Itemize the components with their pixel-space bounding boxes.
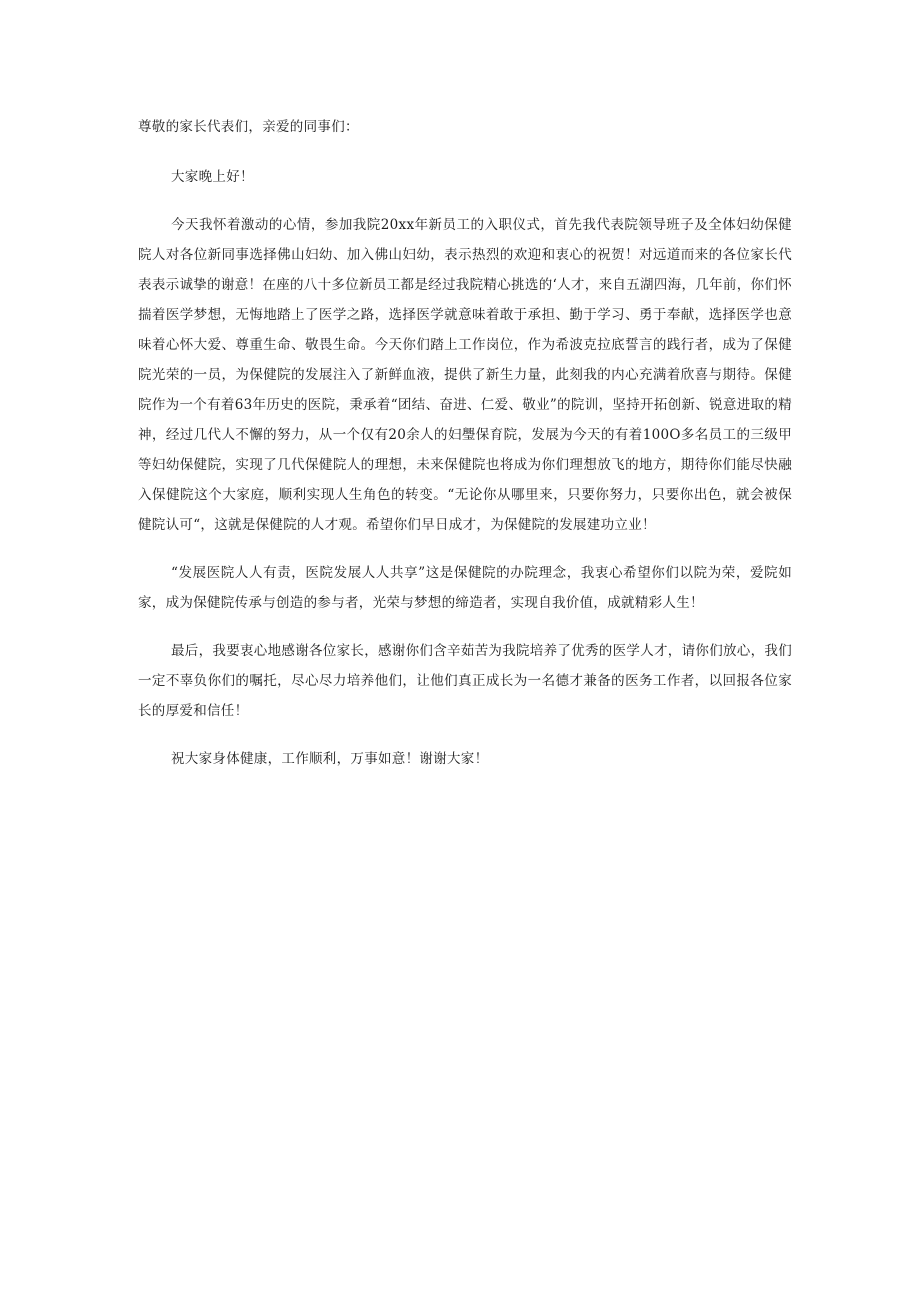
paragraph-welcome: 今天我怀着激动的心情，参加我院20xx年新员工的入职仪式，首先我代表院领导班子及全体妇幼保健院人对各位新同事选择佛山妇幼、加入佛山妇幼，表示热烈的欢迎和衷心的祝贺！对远道而来的各位家长代表表示诚挚的谢意！在座的八十多位新员工都是经过我院精心挑选的‘人才，来自五湖四海，几年前，你们怀揣着医学梦想，无悔地踏上了医学之路，选择医学就意味着敢于承担、勤于学习、勇于奉献，选择医学也意味着心怀大爱、尊重生命、敬畏生命。今天你们踏上工作岗位，作为希波克拉底誓言的践行者，成为了保健院光荣的一员，为保健院的发展注入了新鲜血液，提供了新生力量，此刻我的内心充满着欣喜与期待。保健院作为一个有着63年历史的医院，秉承着“团结、奋进、仁爱、敬业”的院训，坚持开拓创新、锐意进取的精神，经过几代人不懈的努力，从一个仅有20余人的妇璺保育院，发展为今天的有着100O多名员工的三级甲等妇幼保健院，实现了几代保健院人的理想，未来保健院也将成为你们理想放飞的地方，期待你们能尽快融入保健院这个大家庭，顺利实现人生角色的转变。“无论你从哪里来，只要你努力，只要你出色，就会被保健院认可“，这就是保健院的人才观。希望你们早日成才，为保健院的发展建功立业！ xyxy=(138,217,792,533)
paragraph-thanks: 最后，我要衷心地感谢各位家长，感谢你们含辛茹苦为我院培养了优秀的医学人才，请你们放心，我们一定不辜负你们的嘱托，尽心尽力培养他们，让他们真正成长为一名德才兼备的医务工作者，以回报各位家长的厚爱和信任！ xyxy=(138,643,792,719)
speech-body xyxy=(138,112,792,774)
closing-wishes: 祝大家身体健康，工作顺利，万事如意！谢谢大家！ xyxy=(171,751,489,767)
salutation: 尊敬的家长代表们，亲爱的同事们： xyxy=(138,119,359,135)
greeting: 大家晚上好！ xyxy=(171,169,254,185)
paragraph-philosophy: “发展医院人人有责，医院发展人人共享”这是保健院的办院理念，我衷心希望你们以院为荣，爱院如家，成为保健院传承与创造的参与者，光荣与梦想的缔造者，实现自我价值，成就精彩人生！ xyxy=(138,565,792,611)
